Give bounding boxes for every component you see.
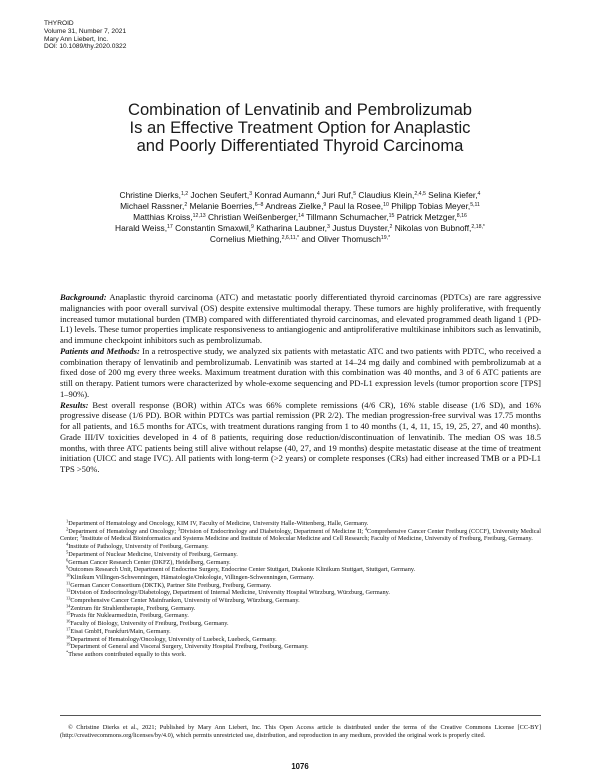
affiliation-text: Faculty of Biology, University of Freiburg, Freiburg, Germany.: [70, 620, 229, 628]
affiliation-item: [60, 574, 541, 582]
author-affiliation-ref: 3: [249, 191, 253, 197]
author-affiliation-ref: 8,16: [456, 213, 467, 220]
author-affiliation-ref: 14: [298, 213, 304, 220]
affiliation-text: Department of Hematology and Oncology, KIM IV, Faculty of Medicine, University Halle-Wittenberg, Halle, Germany.: [68, 520, 369, 527]
affiliation-text: German Cancer Research Center (DKFZ), Heidelberg, Germany.: [68, 558, 231, 566]
affiliation-text: Zentrum für Strahlentherapie, Freiburg, Germany.: [70, 604, 196, 612]
title-line: Is an Effective Treatment Option for Anaplastic: [129, 118, 471, 138]
author-affiliation-ref: 9: [251, 224, 254, 231]
affiliation-text: Institute of Pathology, University of Freiburg, Germany.: [68, 543, 209, 551]
affiliation-text: Division of Endocrinology/Diabetology, Department of Internal Medicine, University Hospital Würzburg, Würzburg, Germany.: [70, 589, 390, 597]
author-name: Nikolas von Bubnoff,: [392, 223, 472, 234]
background-label: Background:: [60, 292, 107, 302]
author-affiliation-ref: 2: [389, 224, 393, 231]
author-name: Andreas Zielke,: [263, 201, 324, 212]
title-line: and Poorly Differentiated Thyroid Carcinoma: [136, 136, 464, 156]
author-name: Matthias Kroiss,: [133, 212, 193, 223]
affiliation-item: [60, 551, 541, 559]
affiliation-number: 5: [79, 534, 83, 540]
author-line: [60, 190, 540, 201]
author-name: Constantin Smaxwil,: [172, 223, 252, 234]
affiliation-number: 3: [177, 526, 181, 532]
author-name: Michael Rassner,: [120, 201, 185, 212]
footer-divider: [60, 715, 541, 716]
affiliation-number: 5: [66, 549, 69, 555]
journal-doi: DOI: 10.1089/thy.2020.0322: [44, 43, 127, 51]
affiliation-text: Department of Nuclear Medicine, University of Freiburg, Germany.: [68, 550, 238, 558]
author-name: Christine Dierks,: [119, 190, 181, 200]
author-name: Katharina Laubner,: [253, 223, 328, 234]
title-line: Combination of Lenvatinib and Pembrolizumab: [127, 100, 473, 119]
abstract-background: [60, 292, 541, 346]
author-name: Jochen Seufert,: [188, 190, 250, 200]
author-affiliation-ref: 2,18,*: [471, 224, 485, 231]
affiliation-text: Praxis für Nuklearmedizin, Freiburg, Germany.: [70, 612, 189, 620]
author-name: Juri Ruf,: [319, 190, 354, 200]
article-title: [40, 101, 560, 156]
journal-header: [44, 20, 344, 51]
author-name: Konrad Aumann,: [252, 190, 317, 200]
abstract: [60, 292, 541, 475]
author-affiliation-ref: 3: [327, 224, 330, 231]
affiliation-number: 11: [66, 580, 71, 586]
author-affiliation-ref: 2,4,5: [414, 191, 426, 197]
affiliation-text: Department of Hematology and Oncology;: [68, 527, 178, 535]
abstract-results: [60, 400, 541, 475]
author-affiliation-ref: 2,6,11,*: [281, 235, 300, 242]
author-name: Philipp Tobias Meyer,: [388, 201, 471, 212]
author-list: [60, 190, 540, 245]
affiliation-number: 12: [66, 588, 71, 594]
affiliation-number: 19: [66, 641, 71, 647]
affiliation-item: [60, 628, 541, 636]
affiliation-text: Institute of Medical Bioinformatics and Systems Medicine and Institute of Molecular Medicine and Cell Research; Faculty of Medicine, University of Freiburg, Freiburg, Germany.: [82, 535, 533, 543]
affiliation-text: Division of Endocrinology and Diabetology, Department of Medicine II;: [180, 527, 365, 535]
affiliation-text: German Cancer Consortium (DKTK), Partner Site Freiburg, Freiburg, Germany.: [70, 581, 272, 589]
results-text: Best overall response (BOR) within ATCs was 66% complete remissions (4/6 CR), 16% stable disease (1/6 SD), and 16% progressive disease (1/6 PD). BOR within PDTCs was partial remission (PR 2/2). The median progression-free survival was 17.75 months for all patients, and 16.5 months for ATCs, with treatment durations ranging from 1 to 40 months (1, 4, 11, 15, 19, 25, 27, and 40 months). Grade III/IV toxicities developed in 4 of 8 patients, requiring dose reduction/discontinuation of lenvatinib. The median OS was 18.5 months, with three ATC patients being still alive without relapse (40, 27, and 19 months) despite metastatic disease at the time of treatment initiation (UICC and stage IVC). All patients with long-term (>2 years) or complete responses (CRs) had either increased TMB or a PD-L1 TPS >50%.: [60, 399, 541, 474]
methods-text: In a retrospective study, we analyzed six patients with metastatic ATC and two patients with PDTC, who received a combination therapy of lenvatinib and pembrolizumab. Lenvatinib was started at 14–24 mg daily and combined with pembrolizumab at a fixed dose of 200 mg every three weeks. Maximum treatment duration with this combination was 40 months, and 3 of 6 ATC patients are still on therapy. Patient tumors were characterized by whole-exome sequencing and PD-L1 expression levels (tumor proportion score [TPS] 1–90%).: [60, 345, 541, 399]
author-line: [60, 201, 540, 212]
author-line: [60, 212, 540, 223]
affiliation-item: [60, 528, 541, 543]
affiliation-number: 9: [66, 564, 69, 570]
affiliation-text: Comprehensive Cancer Center Mainfranken, University of Würzburg, Würzburg, Germany.: [70, 597, 300, 605]
affiliation-number: *: [66, 649, 69, 655]
author-name: Melanie Boerries,: [187, 201, 255, 212]
author-affiliation-ref: 15: [388, 213, 395, 220]
affiliation-text: These authors contributed equally to this work.: [68, 650, 187, 658]
author-name: Harald Weiss,: [115, 223, 168, 234]
affiliation-item: [60, 520, 541, 528]
author-name: Justus Duyster,: [329, 223, 390, 234]
affiliation-number: 6: [66, 557, 69, 563]
affiliation-number: 2: [66, 526, 69, 532]
affiliation-item: [60, 620, 541, 628]
author-affiliation-ref: 4: [477, 191, 481, 197]
affiliation-item: [60, 643, 541, 651]
author-name: Cornelius Miething,: [209, 234, 282, 245]
affiliation-number: 14: [66, 603, 71, 609]
affiliation-number: 4: [364, 526, 368, 532]
author-affiliation-ref: 12,13: [192, 213, 206, 220]
author-affiliation-ref: 4: [316, 191, 320, 197]
affiliation-text: Department of Hematology/Oncology, University of Luebeck, Luebeck, Germany.: [70, 635, 277, 643]
background-text: Anaplastic thyroid carcinoma (ATC) and metastatic poorly differentiated thyroid carcinomas (PDTCs) are rare aggressive malignancies with poor overall survival (OS) despite extensive multimodal therapy. These tumors are highly proliferative, with frequently increased tumor mutational burden (TMB) compared with differentiated thyroid carcinomas, and elevated programmed death ligand 1 (PD-L1) levels. These tumor properties implicate responsiveness to antiangiogenic and antiproliferative multikinase inhibitors such as lenvatinib, and immune checkpoint inhibitors such as pembrolizumab.: [60, 292, 541, 345]
affiliation-number: 18: [66, 634, 71, 640]
affiliations-list: [60, 520, 541, 659]
author-line: [60, 234, 540, 245]
affiliation-text: Eisai GmbH, Frankfurt/Main, Germany.: [70, 627, 171, 635]
journal-publisher: Mary Ann Liebert, Inc.: [44, 35, 109, 43]
affiliation-text: Outcomes Research Unit, Department of Endocrine Surgery, Endocrine Center Stuttgart, Diakonie Klinikum Stuttgart, Stuttgart, Germany.: [68, 566, 416, 574]
author-name: and Oliver Thomusch: [299, 234, 381, 245]
author-affiliation-ref: 5,11: [470, 202, 480, 209]
author-name: Tillmann Schumacher,: [303, 212, 389, 223]
author-name: Claudius Klein,: [356, 190, 415, 200]
author-affiliation-ref: 6–8: [254, 202, 264, 209]
author-affiliation-ref: 17: [167, 224, 173, 231]
journal-name: THYROID: [44, 20, 74, 27]
author-affiliation-ref: 9: [323, 202, 327, 209]
affiliation-number: 1: [66, 518, 69, 524]
affiliation-number: 15: [66, 611, 71, 617]
affiliation-text: Department of General and Visceral Surgery, University Hospital Freiburg, Freiburg, Germany.: [70, 643, 309, 651]
author-name: Paul la Rosee,: [326, 201, 384, 212]
affiliation-number: 16: [66, 618, 71, 624]
journal-volume: Volume 31, Number 7, 2021: [44, 27, 127, 35]
affiliation-text: Comprehensive Cancer Center Freiburg (CCCF), University Medical Center;: [60, 527, 541, 543]
affiliation-text: Klinikum Villingen-Schwenningen, Hämatologie/Onkologie, Villingen-Schwenningen, Germany.: [70, 573, 315, 581]
affiliation-number: 13: [66, 595, 71, 601]
affiliation-number: 17: [66, 626, 71, 632]
page-number: 1076: [291, 762, 309, 771]
affiliation-item: [60, 589, 541, 597]
affiliation-item: [60, 543, 541, 551]
affiliation-item: [60, 566, 541, 574]
affiliation-number: 4: [66, 541, 69, 547]
author-affiliation-ref: 5: [353, 191, 357, 197]
affiliation-number: 10: [66, 572, 71, 578]
license-notice: © Christine Dierks et al., 2021; Published by Mary Ann Liebert, Inc. This Open Access article is distributed under the terms of the Creative Commons License [CC-BY] (http://creativecommons.org/licenses/by/4.0), which permits unrestricted use, distribution, and reproduction in any medium, provided the original work is properly cited.: [60, 724, 541, 739]
author-name: Patrick Metzger,: [394, 212, 457, 223]
author-affiliation-ref: 2: [184, 202, 188, 209]
author-affiliation-ref: 19,*: [380, 235, 391, 242]
methods-label: Patients and Methods:: [60, 345, 140, 356]
affiliation-item: [60, 651, 541, 659]
author-affiliation-ref: 1,2: [180, 191, 189, 197]
affiliation-item: [60, 597, 541, 605]
author-affiliation-ref: 10: [383, 202, 389, 209]
author-line: [60, 223, 540, 234]
author-name: Selina Kiefer,: [425, 190, 478, 200]
results-label: Results:: [60, 399, 89, 410]
affiliation-item: [60, 612, 541, 620]
author-name: Christian Weißenberger,: [205, 212, 299, 223]
abstract-methods: [60, 346, 541, 400]
